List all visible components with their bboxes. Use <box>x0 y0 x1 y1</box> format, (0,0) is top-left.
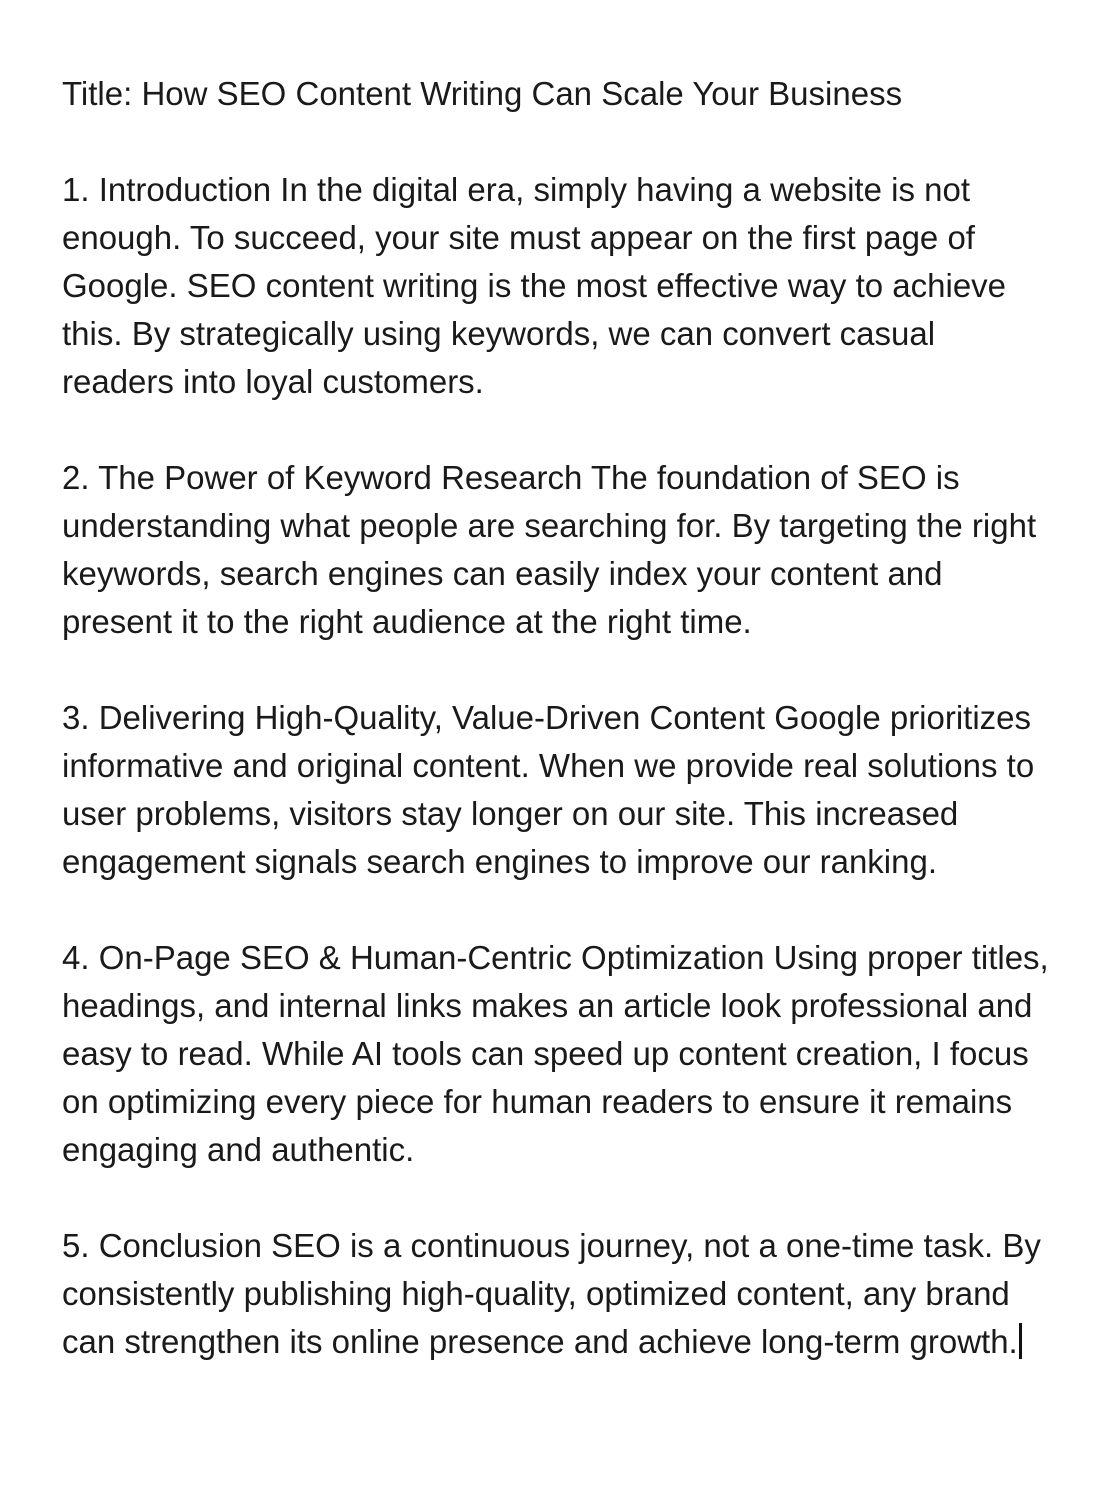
paragraph-conclusion[interactable] <box>62 1222 1052 1366</box>
paragraph-conclusion-text[interactable]: 5. Conclusion SEO is a continuous journey, not a one-time task. By consistently publishing high-quality, optimized content, any brand can strengthen its online presence and achieve long-term growth. <box>62 1227 1041 1360</box>
document-title[interactable]: Title: How SEO Content Writing Can Scale Your Business <box>62 75 903 112</box>
document-body[interactable] <box>62 70 1052 1366</box>
paragraph-quality-content[interactable]: 3. Delivering High-Quality, Value-Driven Content Google prioritizes informative and original content. When we provide real solutions to user problems, visitors stay longer on our site. This increased engagement signals search engines to improve our ranking. <box>62 699 1035 880</box>
paragraph-on-page-seo[interactable]: 4. On-Page SEO & Human-Centric Optimization Using proper titles, headings, and internal links makes an article look professional and easy to read. While AI tools can speed up content creation, I focus on optimizing every piece for human readers to ensure it remains engaging and authentic. <box>62 939 1049 1168</box>
paragraph-introduction[interactable]: 1. Introduction In the digital era, simply having a website is not enough. To succeed, your site must appear on the first page of Google. SEO content writing is the most effective way to achieve this. By strategically using keywords, we can convert casual readers into loyal customers. <box>62 171 1007 400</box>
text-cursor <box>1019 1323 1022 1359</box>
paragraph-keyword-research[interactable]: 2. The Power of Keyword Research The foundation of SEO is understanding what people are searching for. By targeting the right keywords, search engines can easily index your content and present it to the right audience at the right time. <box>62 459 1037 640</box>
